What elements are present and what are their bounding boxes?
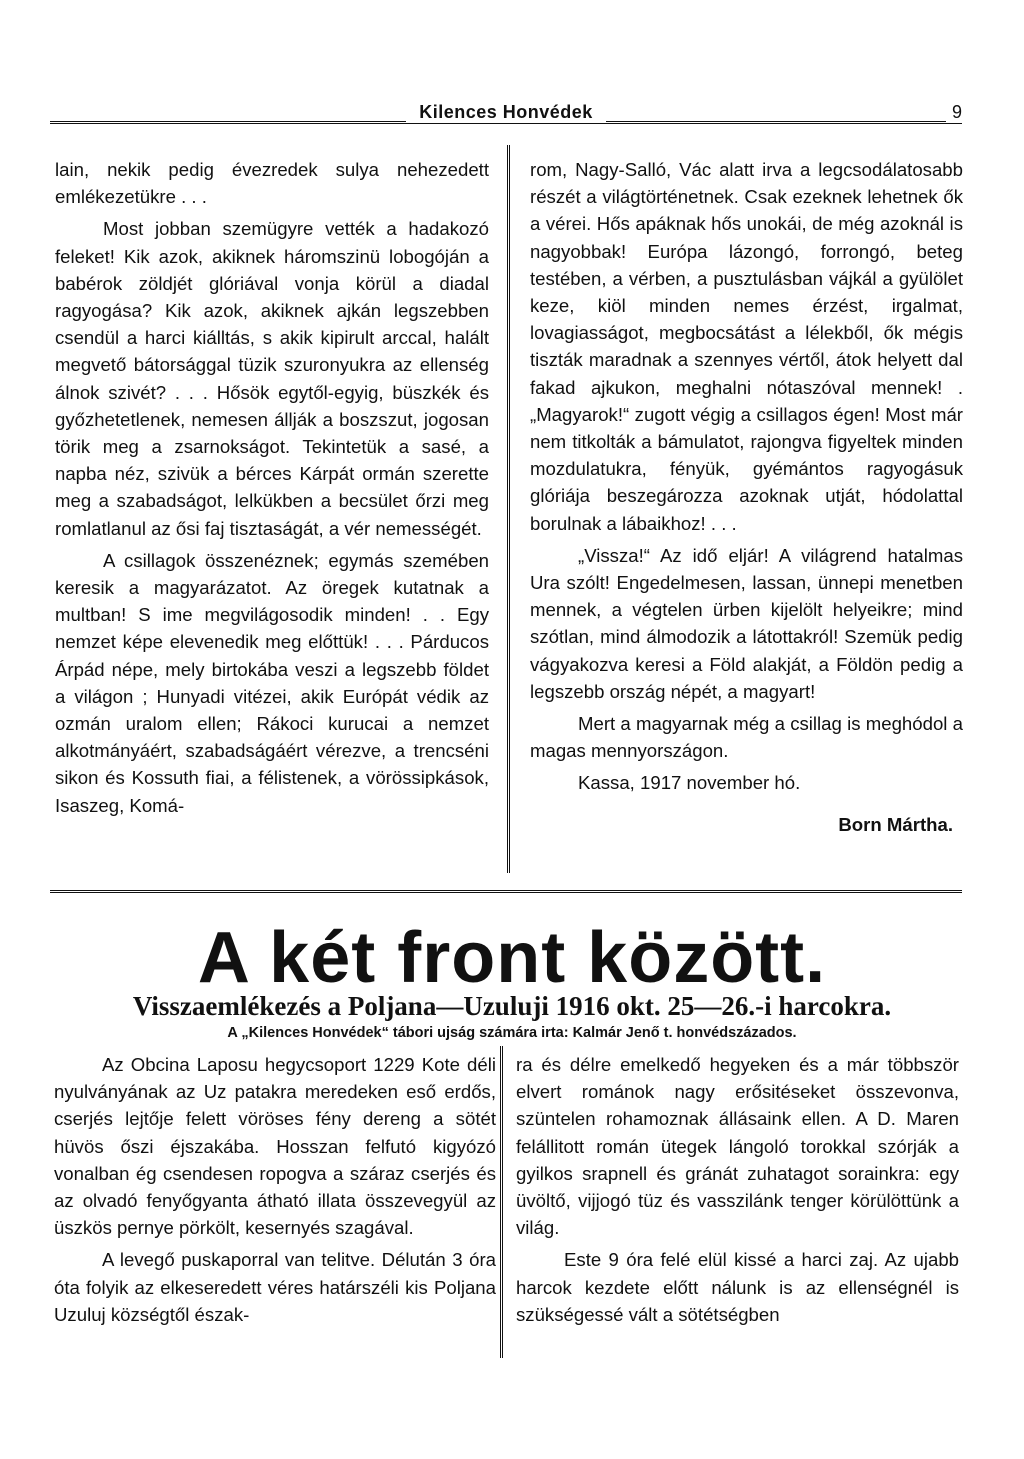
article2-right-paragraph-1: ra és délre emelkedő hegyeken és a már többször elvert románok nagy erősitéseket összevonva, szüntelen rohamoznak állásaink ellen. A D. Maren felállitott román ütegek lángoló torokkal szórják a gyilkos srapnell és gránát zuhatagot sorainkra: egy üvöltő, vijjogó tüz és vasszilánk tenger körülöttünk a világ. xyxy=(516,1054,959,1239)
author-signature: Born Mártha. xyxy=(838,813,953,835)
article-subheadline: Visszaemlékezés a Poljana—Uzuluji 1916 okt. 25—26.-i harcokra. xyxy=(132,991,892,1021)
article-headline: A két front között. xyxy=(197,918,827,998)
article-byline: A „Kilences Honvédek“ tábori ujság számára irta: Kalmár Jenő t. honvédszázados. xyxy=(227,1025,797,1041)
article2-left-paragraph-2: A levegő puskaporral van telitve. Délután 3 óra óta folyik az elkeseredett véres határszéli kis Poljana Uzuluj községtől észak- xyxy=(54,1249,496,1325)
article2-right-paragraph-2: Este 9 óra felé elül kissé a harci zaj. Az ujabb harcok kezdete előtt nálunk is az ellenségnél is szükségessé vált a sötétségben xyxy=(516,1249,959,1325)
article1-left-paragraph-1: lain, nekik pedig évezredek sulya nehezedett emlékezetükre . . . xyxy=(55,159,489,208)
article1-right-paragraph-1: rom, Nagy-Salló, Vác alatt irva a legcsodálatosabb részét a világtörténetnek. Csak ezeknek lehetnek ők a vérei. Hős apáknak hős unokái, de még azoknál is nagyobbak! Európa lázongó, forrongó, beteg testében, a vérben, a pusztulásban vájkál a gyülölet keze, kiöl minden nemes érzést, irgalmat, lovagiasságot, megbocsátást a lélekből, ők mégis tiszták maradnak a szennyes vértől, átok helyett dal fakad ajkukon, meghalni nótaszóval mennek! . „Magyarok!“ zugott végig a csillagos égen! Most már nem titkolták a bámulatot, rajongva figyeltek minden mozdulatukra, fényük, gyémántos ragyogásuk glóriája beszegározza azoknak utját, hódolattal borulnak a lábaikhoz! . . . xyxy=(530,159,963,534)
article1-right-paragraph-2: „Vissza!“ Az idő eljár! A világrend hatalmas Ura szólt! Engedelmesen, lassan, ünnepi menetben mennek, a végtelen ürben kijelölt helyeikre; mind szótlan, mind álmodozik a látottakról! Szemük pedig vágyakozva keresi a Föld alakját, a Földön pedig a legszebb ország népét, a magyart! xyxy=(530,544,963,702)
dateline: Kassa, 1917 november hó. xyxy=(578,772,801,794)
column-divider-bottom xyxy=(500,1046,503,1358)
article1-left-paragraph-2: Most jobban szemügyre vették a hadakozó feleket! Kik azok, akiknek háromszinü lobogóján a babérok zöldjét glóriával vonja körül a diadal ragyogása? Kik azok, akiknek ajkán legszebben csendül a harci kiálltás, s akik kipirult arccal, halált megvető bátorsággal tüzik szuronyukra az ellenség álnok szivét? . . . Hősök egytől-egyig, büszkék és győzhetetlenek, nemesen állják a boszszut, jogosan törik meg a zsarnokságot. Tekintetük a sasé, a napba néz, szivük a bérces Kárpát ormán szerette meg a szabadságot, lelkükben a becsület őrzi meg romlatlanul az ősi faj tisztaságát, a vér nemességét. xyxy=(55,218,489,539)
article1-left-column xyxy=(55,156,489,819)
article1-right-paragraph-3: Mert a magyarnak még a csillag is meghódol a magas mennyországon. xyxy=(530,713,963,762)
page-number: 9 xyxy=(946,102,962,123)
article2-right-column xyxy=(516,1051,959,1328)
article2-left-column xyxy=(54,1051,496,1328)
article2-left-paragraph-1: Az Obcina Laposu hegycsoport 1229 Kote déli nyulványának az Uz patakra meredeken eső erdős, cserjés lejtője felett vöröses fény dereng a sötét hüvös őszi éjszakába. Hosszan felfutó kigyózó vonalban ég csendesen ropogva a száraz cserjés és az olvadó fenyőgyanta átható illata összevegyül az üszkös pernye pörkölt, kesernyés szagával. xyxy=(54,1054,496,1239)
page-header xyxy=(50,100,962,130)
column-divider-top xyxy=(507,145,510,873)
section-divider xyxy=(50,890,962,893)
running-title: Kilences Honvédek xyxy=(406,102,606,123)
article1-left-paragraph-3: A csillagok összenéznek; egymás szemében keresik a magyarázatot. Az öregek kutatnak a multban! S ime megvilágosodik minden! . . Egy nemzet képe elevenedik meg előttük! . . . Párducos Árpád népe, mely birtokába veszi a legszebb földet a világon ; Hunyadi vitézei, akik Európát védik az ozmán uralom ellen; Rákoci kurucai a nemzet alkotmányáért, szabadságáért vérezve, a trencséni sikon és Kossuth fiai, a félistenek, a vörössipkások, Isaszeg, Komá- xyxy=(55,549,489,816)
article1-right-column xyxy=(530,156,963,838)
